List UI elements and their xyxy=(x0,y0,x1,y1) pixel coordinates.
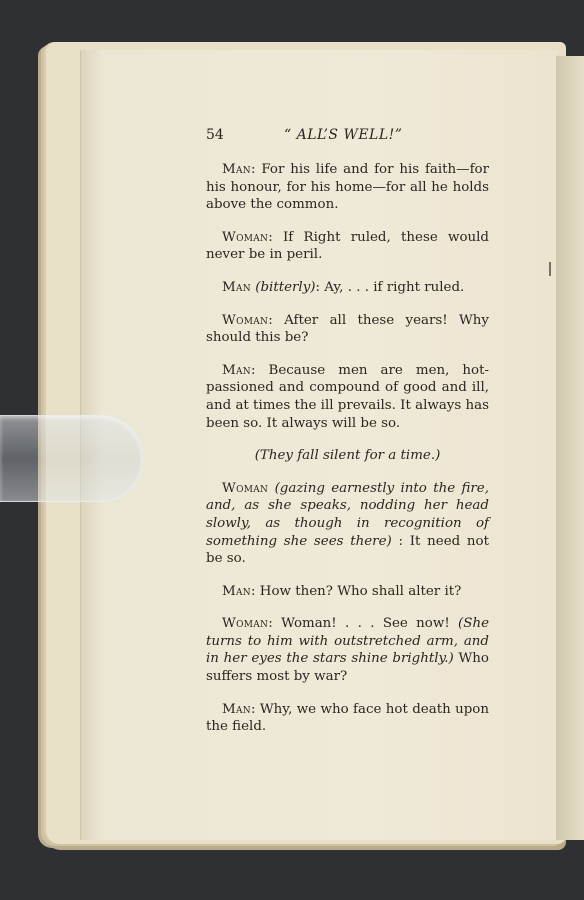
stage-direction: (gazing earnestly into the fire, and, as she speaks, nodding her head slowly, as though in recognition of something she sees there) xyxy=(206,480,489,549)
dialogue-text: After all these years! Why should this be? xyxy=(206,312,489,346)
dialogue-text: If Right ruled, these would never be in peril. xyxy=(206,229,489,263)
speaker-name: Man xyxy=(222,583,251,599)
dialogue-paragraph: Woman (gazing earnestly into the fire, and, as she speaks, nodding her head slowly, as though in recognition of something she sees there) : It need not be so. xyxy=(206,480,489,567)
speaker-name: Woman xyxy=(222,480,269,496)
facing-page-edge xyxy=(556,56,584,840)
speaker-name: Woman xyxy=(222,229,269,245)
running-head: “ ALL’S WELL!” xyxy=(284,127,403,143)
margin-mark xyxy=(549,262,551,276)
dialogue-paragraph: Man (bitterly): Ay, . . . if right ruled. xyxy=(222,279,465,295)
speaker-name: Woman xyxy=(222,312,269,328)
dialogue-text: For his life and for his faith—for his honour, for his home—for all he holds above the common. xyxy=(206,162,489,213)
dialogue-paragraph: Man: For his life and for his faith—for his honour, for his home—for all he holds above the common. xyxy=(206,162,489,213)
stage-direction: (She turns to him with outstretched arm, and in her eyes the stars shine brightly.) xyxy=(206,616,490,667)
dialogue-text: Woman! . . . See now! xyxy=(272,616,450,632)
dialogue-text: It need not be so. xyxy=(206,533,489,567)
dialogue-paragraph: Man: How then? Who shall alter it? xyxy=(222,583,462,599)
dialogue-text: Why, we who face hot death upon the field. xyxy=(206,701,489,735)
speaker-name: Woman xyxy=(222,616,269,632)
page-number: 54 xyxy=(206,127,224,143)
page-holder-clip xyxy=(0,415,143,502)
page-header xyxy=(206,127,489,147)
dialogue-paragraph: Woman: If Right ruled, these would never be in peril. xyxy=(206,229,489,263)
dialogue-paragraph: Man: Because men are men, hot-passioned and compound of good and ill, and at times the ill prevails. It always has been so. It always will be so. xyxy=(206,362,489,431)
dialogue-paragraph: Woman: Woman! . . . See now! (She turns to him with outstretched arm, and in her eyes the stars shine brightly.) Who suffers most by war? xyxy=(206,616,490,685)
speaker-name: Man xyxy=(222,279,251,295)
stage-direction: (bitterly) xyxy=(251,279,316,295)
dialogue-text: Ay, . . . if right ruled. xyxy=(320,279,465,295)
page-text xyxy=(206,127,489,751)
dialogue-text: Because men are men, hot-passioned and compound of good and ill, and at times the ill prevails. It always has been so. It always will be so. xyxy=(206,362,489,431)
speaker-name: Man xyxy=(222,162,251,177)
dialogue-paragraph: Woman: After all these years! Why should this be? xyxy=(206,312,489,346)
speaker-name: Man xyxy=(222,362,251,378)
speaker-name: Man xyxy=(222,701,251,717)
dialogue-paragraph: Man: Why, we who face hot death upon the field. xyxy=(206,701,489,735)
dialogue-text: How then? Who shall alter it? xyxy=(255,583,462,599)
dialogue-text: Who suffers most by war? xyxy=(206,651,489,685)
stage-direction-line: (They fall silent for a time.) xyxy=(254,448,441,464)
